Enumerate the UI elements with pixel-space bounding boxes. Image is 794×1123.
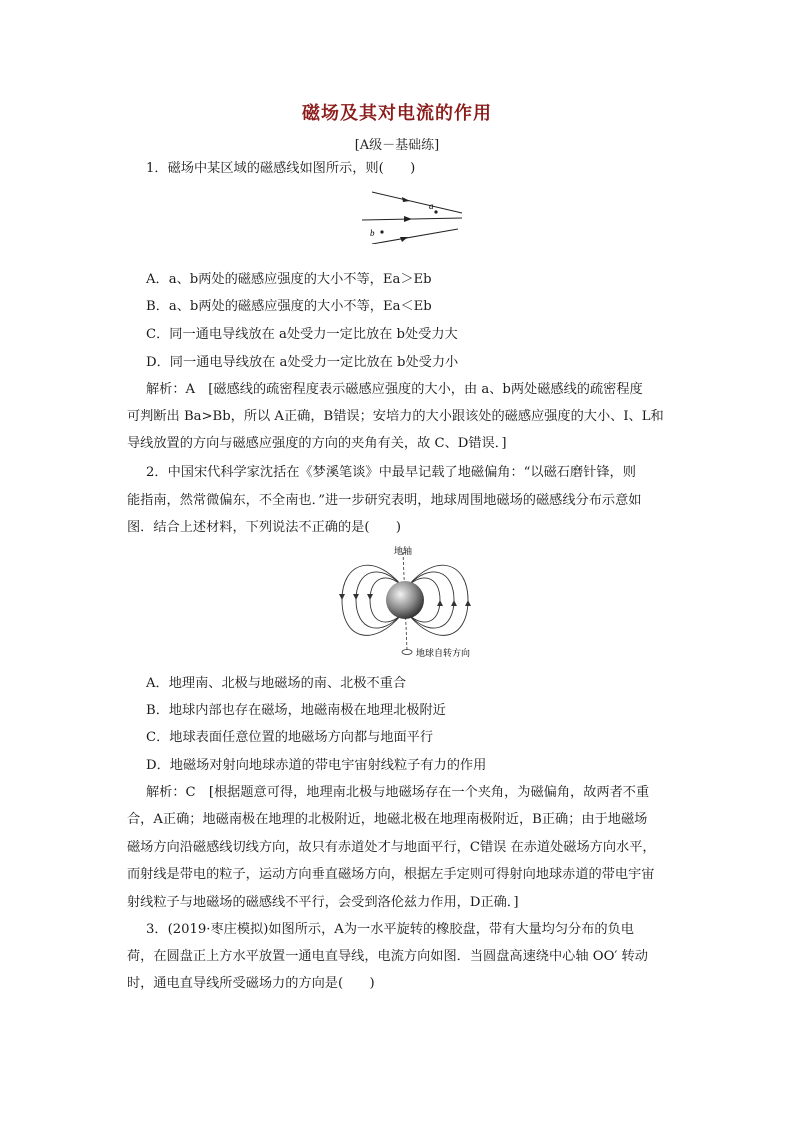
q2-stem-line: 能指南，然常微偏东，不全南也．”进一步研究表明，地球周围地磁场的磁感线分布示意如 — [127, 493, 642, 508]
q1-option-c: C．同一通电导线放在 a处受力一定比放在 b处受力大 — [146, 327, 458, 342]
q2-analysis-line: 合，A正确；地磁南极在地理的北极附近，地磁北极在地理南极附近，B正确；由于地磁场 — [127, 812, 648, 827]
q1-field-lines-figure — [358, 186, 468, 244]
q2-stem-line: 2．中国宋代科学家沈括在《梦溪笔谈》中最早记载了地磁偏角：“以磁石磨针锋，则 — [146, 465, 636, 480]
q2-axis-label: 地轴 — [394, 547, 413, 557]
section-subtitle: [A级－基础练] — [354, 138, 440, 153]
q2-earth-magnetic-field-figure — [330, 542, 500, 664]
q1-analysis-line: 导线放置的方向与磁感应强度的方向的夹角有关，故 C、D错误．] — [127, 436, 507, 451]
q1-label-b: b — [370, 228, 375, 238]
q2-analysis-line: 磁场方向沿磁感线切线方向，故只有赤道处才与地面平行，C错误 在赤道处磁场方向水平， — [127, 840, 656, 855]
q1-option-a: A．a、b两处的磁感应强度的大小不等，Ea＞Eb — [146, 272, 432, 287]
q2-analysis-line: 而射线是带电的粒子，运动方向垂直磁场方向，根据左手定则可得射向地球赤道的带电宇宙 — [127, 867, 655, 882]
q1-analysis-line: 可判断出 Ba>Bb，所以 A正确，B错误；安培力的大小跟该处的磁感应强度的大小、I、L和 — [127, 409, 664, 424]
q2-rotation-label: 地球自转方向 — [416, 649, 471, 659]
q3-stem-line: 荷，在圆盘正上方水平放置一通电直导线，电流方向如图．当圆盘高速绕中心轴 OO′ 转动 — [127, 949, 648, 964]
q3-stem-line: 时，通电直导线所受磁场力的方向是( ) — [127, 976, 375, 991]
q1-option-b: B．a、b两处的磁感应强度的大小不等，Ea＜Eb — [146, 299, 432, 314]
q1-stem: 1．磁场中某区域的磁感线如图所示，则( ) — [146, 161, 416, 176]
q2-option-d: D．地磁场对射向地球赤道的带电宇宙射线粒子有力的作用 — [146, 758, 487, 773]
q2-analysis-line: 解析：C [根据题意可得，地理南北极与地磁场存在一个夹角，为磁偏角，故两者不重 — [146, 785, 650, 800]
q1-label-a: a — [429, 201, 434, 211]
q1-option-d: D．同一通电导线放在 a处受力一定比放在 b处受力小 — [146, 355, 459, 370]
q3-stem-line: 3．(2019·枣庄模拟)如图所示，A为一水平旋转的橡胶盘，带有大量均匀分布的负电 — [146, 922, 634, 937]
q2-stem-line: 图．结合上述材料，下列说法不正确的是( ) — [127, 520, 402, 535]
q1-analysis-line: 解析：A [磁感线的疏密程度表示磁感应强度的大小，由 a、b两处磁感线的疏密程度 — [146, 382, 643, 397]
q2-analysis-line: 射线粒子与地磁场的磁感线不平行，会受到洛伦兹力作用，D正确．] — [127, 895, 519, 910]
page-title: 磁场及其对电流的作用 — [302, 103, 492, 124]
q2-option-b: B．地球内部也存在磁场，地磁南极在地理北极附近 — [146, 703, 446, 718]
q2-option-c: C．地球表面任意位置的地磁场方向都与地面平行 — [146, 730, 434, 745]
q2-option-a: A．地理南、北极与地磁场的南、北极不重合 — [146, 676, 407, 691]
